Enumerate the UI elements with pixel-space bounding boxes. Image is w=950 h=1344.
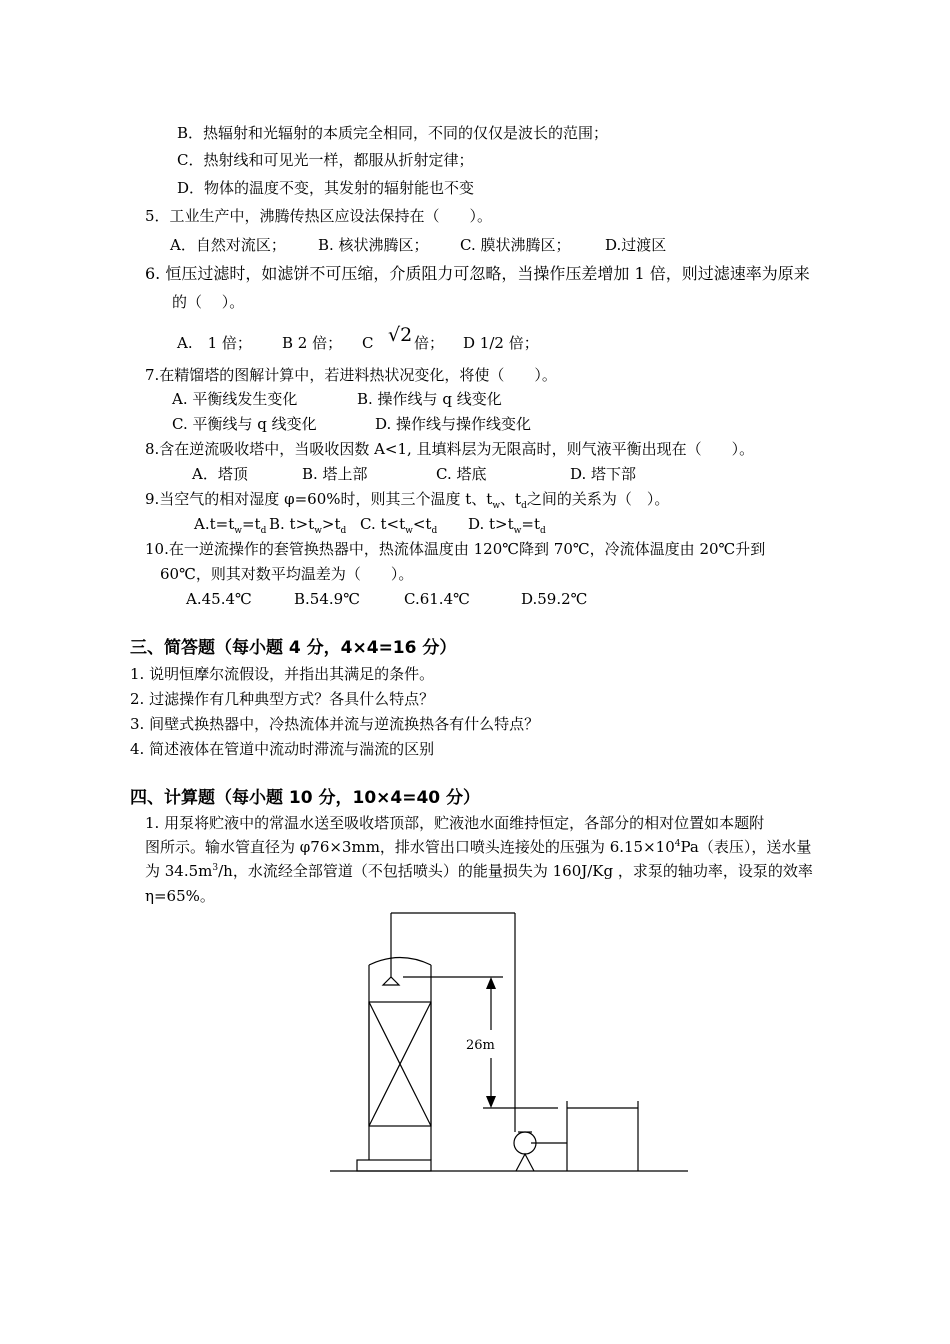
problem1-line1: 1. 用泵将贮液中的常温水送至吸收塔顶部，贮液池水面维持恒定，各部分的相对位置如本题附 bbox=[145, 814, 765, 832]
q10-option-c: C.61.4℃ bbox=[404, 590, 470, 608]
q6-option-b: B 2 倍； bbox=[282, 334, 343, 352]
q4-option-d: D．物体的温度不变，其发射的辐射能也不变 bbox=[177, 179, 475, 197]
dim-arrowhead-bottom bbox=[486, 1096, 496, 1108]
q6-option-d: D 1/2 倍； bbox=[463, 334, 539, 352]
q7-option-b: B. 操作线与 q 线变化 bbox=[357, 390, 502, 408]
q8-option-c: C. 塔底 bbox=[436, 465, 487, 483]
q10-option-b: B.54.9℃ bbox=[294, 590, 360, 608]
q9-stem: 9.当空气的相对湿度 φ=60%时，则其三个温度 t、$t_w$、$t_d$之间的关系为（ ）。 bbox=[145, 490, 670, 511]
dim-arrowhead-top bbox=[486, 977, 496, 989]
q7-option-d: D. 操作线与操作线变化 bbox=[375, 415, 532, 433]
q10-option-d: D.59.2℃ bbox=[521, 590, 588, 608]
q9-option-d: D. $t>t_w=t_d$ bbox=[468, 515, 546, 536]
q6-stem-line1: 6. 恒压过滤时，如滤饼不可压缩，介质阻力可忽略，当操作压差增加 1 倍，则过滤速率为原来 bbox=[145, 264, 810, 283]
sqrt2-radical: √2 bbox=[388, 324, 413, 346]
spray-nozzle bbox=[383, 977, 399, 985]
q10-stem-line2: 60℃，则其对数平均温差为（ ）。 bbox=[160, 565, 414, 583]
q9-option-a: $A.t=t_w=t_d$ bbox=[194, 515, 267, 536]
problem1-line2: 图所示。输水管直径为 φ76×3mm，排水管出口喷头连接处的压强为 $6.15\times 10^4Pa$（表压），送水量 bbox=[145, 838, 812, 856]
section4-title: 四、计算题（每小题 10 分，10×4=40 分） bbox=[130, 788, 481, 808]
problem1-line3: 为 $34.5m^3/h$，水流经全部管道（不包括喷头）的能量损失为 160J/Kg ，求泵的轴功率，设泵的效率 bbox=[145, 862, 813, 880]
q8-option-b: B. 塔上部 bbox=[302, 465, 368, 483]
q8-option-a: A．塔顶 bbox=[192, 465, 248, 483]
q5-option-c: C. 膜状沸腾区； bbox=[460, 236, 571, 254]
problem1-line4: η=65%。 bbox=[145, 887, 215, 905]
q4-option-b: B．热辐射和光辐射的本质完全相同，不同的仅仅是波长的范围； bbox=[177, 124, 609, 142]
q5-option-d: D.过渡区 bbox=[605, 236, 667, 254]
tower-dome bbox=[369, 958, 431, 966]
q8-stem: 8.含在逆流吸收塔中，当吸收因数 A<1, 且填料层为无限高时，则气液平衡出现在（ ）。 bbox=[145, 440, 755, 458]
q9-option-c: C. $t<t_w<t_d$ bbox=[360, 515, 438, 536]
q6-stem-line2: 的（ ）。 bbox=[172, 293, 245, 311]
height-label: 26m bbox=[466, 1038, 495, 1053]
q7-stem: 7.在精馏塔的图解计算中，若进料热状况变化，将使（ ）。 bbox=[145, 366, 557, 384]
q10-stem-line1: 10.在一逆流操作的套管换热器中，热流体温度由 120℃降到 70℃，冷流体温度由 20℃升到 bbox=[145, 540, 766, 558]
q7-option-c: C. 平衡线与 q 线变化 bbox=[172, 415, 317, 433]
q6-option-c-label: C bbox=[362, 334, 374, 352]
q10-option-a: A.45.4℃ bbox=[186, 590, 252, 608]
section3-item-4: 4. 简述液体在管道中流动时滞流与湍流的区别 bbox=[130, 740, 435, 758]
section3-title: 三、简答题（每小题 4 分，4×4=16 分） bbox=[130, 638, 457, 658]
q6-option-c-suffix: 倍； bbox=[414, 334, 445, 352]
tower-base bbox=[357, 1160, 431, 1171]
section3-item-1: 1. 说明恒摩尔流假设，并指出其满足的条件。 bbox=[130, 665, 435, 683]
q9-option-b: B. $t>t_w>t_d$ bbox=[269, 515, 347, 536]
q4-option-c: C．热射线和可见光一样，都服从折射定律； bbox=[177, 151, 474, 169]
q6-option-a: A. 1 倍； bbox=[177, 334, 252, 352]
section3-item-3: 3. 间壁式换热器中，冷热流体并流与逆流换热各有什么特点？ bbox=[130, 715, 540, 733]
section3-item-2: 2. 过滤操作有几种典型方式？各具什么特点？ bbox=[130, 690, 435, 708]
q5-option-b: B. 核状沸腾区； bbox=[318, 236, 429, 254]
q7-option-a: A. 平衡线发生变化 bbox=[172, 390, 298, 408]
q5-option-a: A．自然对流区； bbox=[170, 236, 286, 254]
pump-support bbox=[516, 1154, 534, 1171]
q5-stem: 5．工业生产中，沸腾传热区应设法保持在（ ）。 bbox=[145, 207, 493, 225]
q8-option-d: D. 塔下部 bbox=[570, 465, 637, 483]
